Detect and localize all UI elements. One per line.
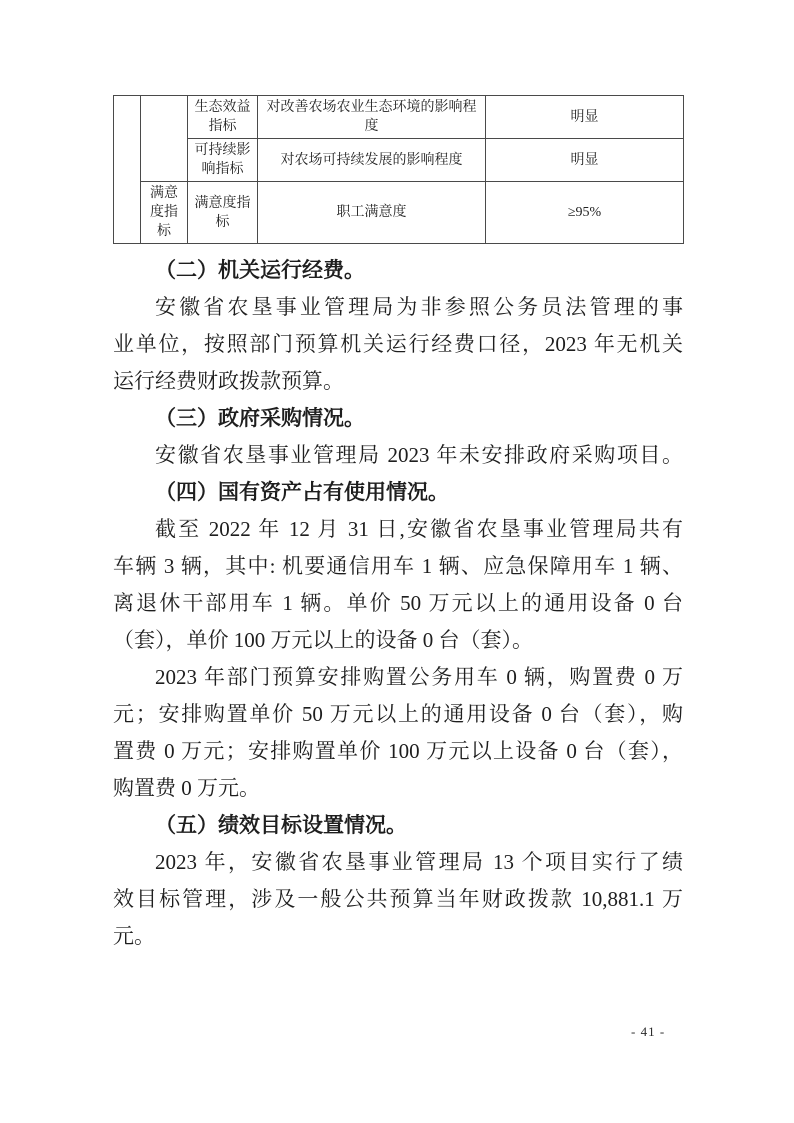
paragraph (113, 289, 683, 400)
table-subgroup-cell-empty (141, 96, 188, 182)
section-heading: （二）机关运行经费。 (155, 258, 365, 282)
text-line: 效目标管理，涉及一般公共预算当年财政拨款 10,881.1 万 (113, 887, 683, 911)
section-heading: （四）国有资产占有使用情况。 (155, 480, 449, 504)
text-line: 2023 年部门预算安排购置公务用车 0 辆，购置费 0 万 (155, 665, 683, 689)
indicator-description-cell: 职工满意度 (258, 182, 486, 244)
indicator-name-cell: 可持续影响指标 (188, 139, 258, 182)
text-line: 安徽省农垦事业管理局为非参照公务员法管理的事 (155, 295, 683, 319)
text-line: 车辆 3 辆，其中: 机要通信用车 1 辆、应急保障用车 1 辆、 (113, 554, 683, 578)
table-row (114, 96, 684, 139)
text-line: 置费 0 万元；安排购置单价 100 万元以上设备 0 台（套）， (113, 739, 683, 763)
indicator-name-cell: 生态效益指标 (188, 96, 258, 139)
indicator-name-cell: 满意度指标 (188, 182, 258, 244)
text-line: （套），单价 100 万元以上的设备 0 台（套）。 (113, 628, 533, 652)
paragraph (113, 844, 683, 955)
text-line: 离退休干部用车 1 辆。单价 50 万元以上的通用设备 0 台 (113, 591, 683, 615)
section-agency-operating-funds (113, 252, 683, 400)
text-line: 购置费 0 万元。 (113, 776, 260, 800)
page-number: - 41 - (631, 1024, 666, 1039)
indicator-value-cell: 明显 (486, 139, 684, 182)
indicator-description-cell: 对改善农场农业生态环境的影响程度 (258, 96, 486, 139)
text-line: 截至 2022 年 12 月 31 日,安徽省农垦事业管理局共有 (155, 517, 683, 541)
section-heading: （三）政府采购情况。 (155, 406, 365, 430)
text-line: 元。 (113, 924, 155, 948)
text-line: 运行经费财政拨款预算。 (113, 369, 344, 393)
indicator-value-cell: 明显 (486, 96, 684, 139)
text-line: 元；安排购置单价 50 万元以上的通用设备 0 台（套），购 (113, 702, 683, 726)
satisfaction-group-cell: 满意度指标 (141, 182, 188, 244)
section-government-procurement (113, 400, 683, 474)
paragraph (113, 437, 683, 474)
table-group-cell-empty (114, 96, 141, 244)
page-content (113, 95, 683, 955)
text-line: 业单位，按照部门预算机关运行经费口径，2023 年无机关 (113, 332, 683, 356)
paragraph (113, 659, 683, 807)
table-row (114, 182, 684, 244)
section-state-assets (113, 474, 683, 807)
indicator-value-cell: ≥95% (486, 182, 684, 244)
paragraph (113, 511, 683, 659)
section-heading: （五）绩效目标设置情况。 (155, 813, 407, 837)
indicator-description-cell: 对农场可持续发展的影响程度 (258, 139, 486, 182)
text-line: 2023 年，安徽省农垦事业管理局 13 个项目实行了绩 (155, 850, 683, 874)
performance-indicators-table (113, 95, 684, 244)
text-line: 安徽省农垦事业管理局 2023 年未安排政府采购项目。 (155, 443, 683, 467)
table-row (114, 139, 684, 182)
section-performance-targets (113, 807, 683, 955)
